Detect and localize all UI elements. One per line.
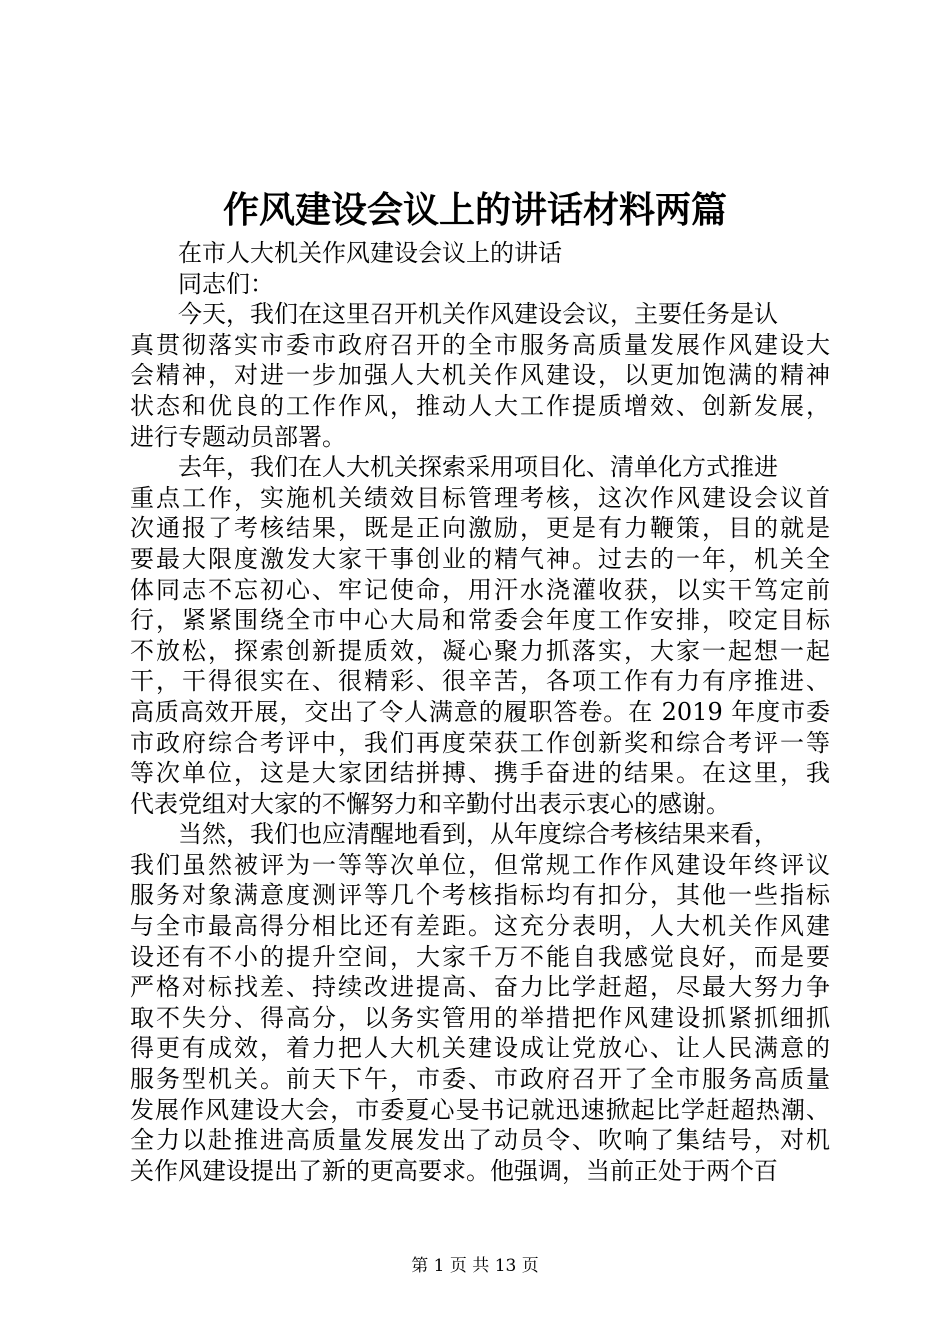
text-line: 设还有不小的提升空间，大家千万不能自我感觉良好，而是要 <box>130 942 830 971</box>
text-line: 状态和优良的工作作风，推动人大工作提质增效、创新发展， <box>130 391 830 420</box>
page-footer: 第 1 页 共 13 页 <box>411 1256 539 1276</box>
text-line: 我们虽然被评为一等等次单位，但常规工作作风建设年终评议 <box>130 850 830 879</box>
document-body <box>130 238 830 1186</box>
text-line: 行，紧紧围绕全市中心大局和常委会年度工作安排，咬定目标 <box>130 606 830 635</box>
text-line: 在市人大机关作风建设会议上的讲话 <box>178 239 562 267</box>
page-title: 作风建设会议上的讲话材料两篇 <box>222 189 727 231</box>
text-line: 服务型机关。前天下午，市委、市政府召开了全市服务高质量 <box>130 1065 830 1094</box>
text-line: 等次单位，这是大家团结拼搏、携手奋进的结果。在这里，我 <box>130 759 830 788</box>
text-line: 会精神，对进一步加强人大机关作风建设，以更加饱满的精神 <box>130 361 830 390</box>
text-line: 去年，我们在人大机关探索采用项目化、清单化方式推进 <box>178 453 778 482</box>
text-line: 当然，我们也应清醒地看到，从年度综合考核结果来看， <box>178 820 778 849</box>
text-line: 严格对标找差、持续改进提高、奋力比学赶超，尽最大努力争 <box>130 973 830 1002</box>
text-line: 同志们： <box>178 269 274 298</box>
text-line: 干，干得很实在、很精彩、很辛苦，各项工作有力有序推进、 <box>130 667 830 696</box>
text-line: 重点工作，实施机关绩效目标管理考核，这次作风建设会议首 <box>130 483 830 512</box>
text-line: 体同志不忘初心、牢记使命，用汗水浇灌收获，以实干笃定前 <box>130 575 830 604</box>
text-line: 进行专题动员部署。 <box>130 422 346 451</box>
text-line: 次通报了考核结果，既是正向激励，更是有力鞭策，目的就是 <box>130 514 830 543</box>
text-line: 服务对象满意度测评等几个考核指标均有扣分，其他一些指标 <box>130 881 830 910</box>
text-line: 全力以赴推进高质量发展发出了动员令、吹响了集结号，对机 <box>130 1126 830 1155</box>
text-line: 取不失分、得高分，以务实管用的举措把作风建设抓紧抓细抓 <box>130 1003 830 1032</box>
text-line: 不放松，探索创新提质效，凝心聚力抓落实，大家一起想一起 <box>130 636 830 665</box>
text-line: 与全市最高得分相比还有差距。这充分表明，人大机关作风建 <box>130 912 830 941</box>
text-line: 关作风建设提出了新的更高要求。他强调，当前正处于两个百 <box>130 1156 778 1185</box>
text-line: 真贯彻落实市委市政府召开的全市服务高质量发展作风建设大 <box>130 330 830 359</box>
text-line: 代表党组对大家的不懈努力和辛勤付出表示衷心的感谢。 <box>130 789 730 818</box>
text-line: 市政府综合考评中，我们再度荣获工作创新奖和综合考评一等 <box>130 728 830 757</box>
text-line: 发展作风建设大会，市委夏心旻书记就迅速掀起比学赶超热潮、 <box>130 1095 830 1124</box>
text-line: 高质高效开展，交出了令人满意的履职答卷。在 2019 年度市委 <box>130 697 830 726</box>
text-line: 要最大限度激发大家干事创业的精气神。过去的一年，机关全 <box>130 544 830 573</box>
text-line: 今天，我们在这里召开机关作风建设会议，主要任务是认 <box>178 300 778 329</box>
text-line: 得更有成效，着力把人大机关建设成让党放心、让人民满意的 <box>130 1034 830 1063</box>
